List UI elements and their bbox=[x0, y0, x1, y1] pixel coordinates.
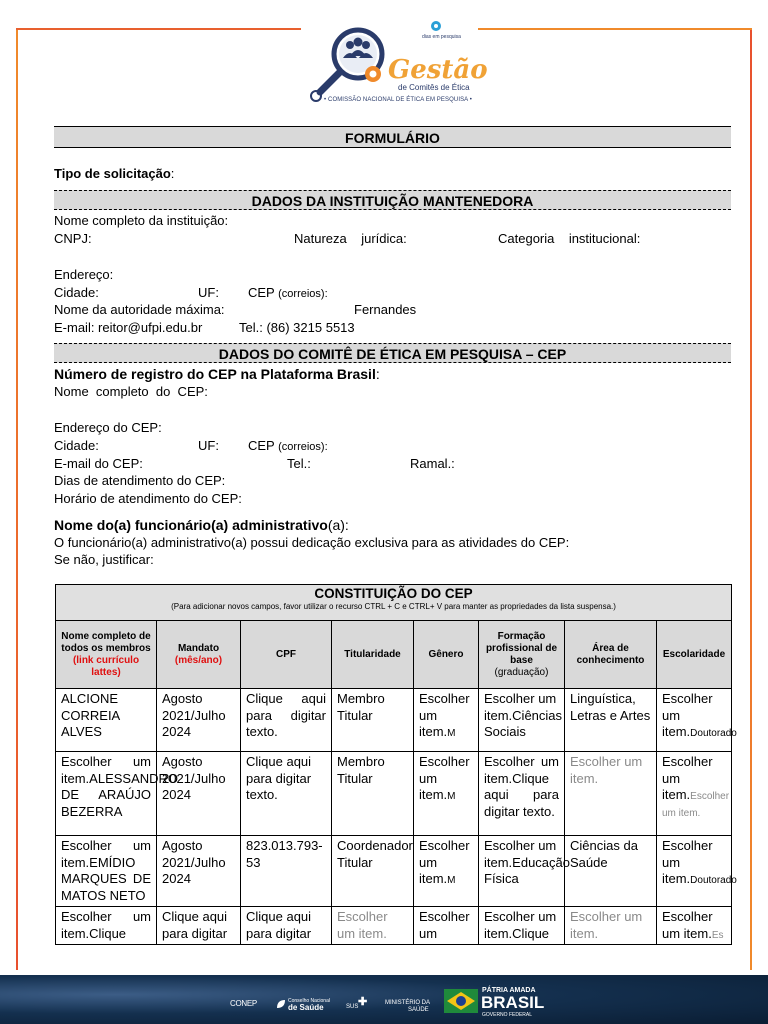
cep-phone-label[interactable]: Tel.: bbox=[287, 456, 311, 471]
cep-registry-label: Número de registro do CEP na Plataforma Brasil bbox=[54, 366, 376, 382]
gestao-logo-icon bbox=[300, 14, 488, 110]
frame-top-right bbox=[478, 28, 752, 30]
staff-name-suffix: (a): bbox=[327, 517, 349, 533]
header-schooling: Escolaridade bbox=[657, 621, 732, 689]
cep-email-label[interactable]: E-mail do CEP: bbox=[54, 456, 143, 471]
institution-section-title: DADOS DA INSTITUIÇÃO MANTENEDORA bbox=[54, 190, 731, 210]
header-term-note: (mês/ano) bbox=[174, 654, 223, 666]
cep-name-label[interactable]: Nome completo do CEP: bbox=[54, 384, 208, 399]
member-term-cell[interactable]: Clique aqui para digitar bbox=[157, 907, 241, 945]
member-cpf-cell[interactable]: Clique aqui para digitar bbox=[241, 907, 332, 945]
member-schooling-value: Escolher um item. bbox=[662, 838, 713, 886]
member-term-cell[interactable]: Agosto 2021/Julho 2024 bbox=[157, 689, 241, 752]
member-role-cell[interactable]: Escolher um item. bbox=[332, 907, 414, 945]
institution-phone: Tel.: (86) 3215 5513 bbox=[239, 320, 355, 335]
header-name-text: Nome completo de todos os membros bbox=[61, 630, 151, 654]
institution-email: E-mail: reitor@ufpi.edu.br bbox=[54, 320, 203, 335]
member-schooling-cell[interactable] bbox=[657, 689, 737, 752]
request-type-line bbox=[54, 166, 174, 182]
cnpj-label[interactable]: CNPJ: bbox=[54, 231, 92, 246]
institution-cep-line[interactable] bbox=[248, 285, 328, 302]
svg-text:Gestão: Gestão bbox=[388, 55, 488, 85]
header-education bbox=[479, 621, 565, 689]
member-cpf-cell[interactable]: 823.013.793-53 bbox=[241, 836, 332, 907]
member-area-cell[interactable]: Linguística, Letras e Artes bbox=[565, 689, 657, 752]
footer-gov-main: BRASIL bbox=[481, 993, 545, 1012]
member-education-cell[interactable]: Escolher um item.Clique bbox=[479, 907, 565, 945]
institution-name-label[interactable]: Nome completo da instituição: bbox=[54, 213, 229, 228]
header-area: Área de conhecimento bbox=[565, 621, 657, 689]
footer-gov-bottom: GOVERNO FEDERAL bbox=[482, 1012, 533, 1018]
staff-dedication-label[interactable]: O funcionário(a) administrativo(a) possui dedicação exclusiva para as atividades do CEP: bbox=[54, 535, 570, 550]
cep-registry-line[interactable] bbox=[54, 366, 380, 382]
members-table bbox=[55, 584, 737, 945]
footer-cns-top: Conselho Nacional bbox=[288, 998, 330, 1004]
header-cpf: CPF bbox=[241, 621, 332, 689]
member-gender-suffix: M bbox=[447, 791, 456, 802]
institution-cep-label: CEP bbox=[248, 285, 275, 300]
member-gender-suffix: M bbox=[447, 875, 456, 886]
staff-name-line[interactable] bbox=[54, 517, 349, 533]
header-name bbox=[56, 621, 157, 689]
member-name-cell[interactable]: ALCIONE CORREIA ALVES bbox=[56, 689, 157, 752]
request-type-colon: : bbox=[170, 166, 175, 181]
member-gender-value: Escolher um item. bbox=[419, 691, 470, 739]
member-schooling-cell[interactable] bbox=[657, 836, 737, 907]
footer-banner bbox=[0, 975, 768, 1024]
authority-label[interactable]: Nome da autoridade máxima: bbox=[54, 302, 225, 317]
members-table-header-row bbox=[56, 621, 732, 689]
frame-top-left bbox=[16, 28, 301, 30]
header-role: Titularidade bbox=[332, 621, 414, 689]
member-schooling-suffix: Doutorado bbox=[690, 875, 737, 886]
cep-hours-label[interactable]: Horário de atendimento do CEP: bbox=[54, 491, 242, 506]
request-type-label: Tipo de solicitação bbox=[54, 166, 171, 181]
member-term-cell[interactable]: Agosto 2021/Julho 2024 bbox=[157, 752, 241, 836]
member-schooling-suffix: Es bbox=[711, 929, 724, 941]
member-schooling-suffix: Escolher um item. bbox=[662, 791, 730, 819]
sus-cross-icon: ✚ bbox=[358, 996, 368, 1008]
brazil-flag-icon bbox=[444, 989, 478, 1013]
member-area-cell[interactable]: Escolher um item. bbox=[565, 752, 657, 836]
table-row bbox=[56, 836, 732, 907]
authority-value: Fernandes bbox=[354, 302, 417, 317]
footer-conep: CONEP bbox=[230, 999, 257, 1008]
table-row bbox=[56, 752, 732, 836]
member-schooling-cell[interactable] bbox=[657, 752, 732, 836]
member-term-cell[interactable]: Agosto 2021/Julho 2024 bbox=[157, 836, 241, 907]
institution-address-label[interactable]: Endereço: bbox=[54, 267, 114, 282]
header-term bbox=[157, 621, 241, 689]
member-gender-suffix: M bbox=[447, 728, 456, 739]
footer-gov-top: PÁTRIA AMADA bbox=[482, 987, 536, 994]
members-table-title: CONSTITUIÇÃO DO CEP bbox=[314, 586, 473, 601]
institution-city-label[interactable]: Cidade: bbox=[54, 285, 99, 300]
member-schooling-value: Escolher um item. bbox=[662, 691, 713, 739]
cep-section-title: DADOS DO COMITÊ DE ÉTICA EM PESQUISA – CEP bbox=[54, 343, 731, 363]
cep-days-label[interactable]: Dias de atendimento do CEP: bbox=[54, 473, 226, 488]
member-schooling-value: Escolher um item. bbox=[662, 754, 713, 802]
header-name-link[interactable]: (link currículo lattes) bbox=[72, 654, 140, 678]
form-title: FORMULÁRIO bbox=[54, 126, 731, 148]
svg-text:dias em pesquisa: dias em pesquisa bbox=[422, 34, 461, 40]
cep-registry-colon: : bbox=[375, 366, 380, 382]
members-table-caption bbox=[56, 585, 732, 621]
cns-leaf-icon bbox=[276, 999, 286, 1009]
cep-extension-label[interactable]: Ramal.: bbox=[410, 456, 455, 471]
svg-text:de Comitês de Ética: de Comitês de Ética bbox=[398, 83, 470, 92]
cep-city-label[interactable]: Cidade: bbox=[54, 438, 99, 453]
institution-cep-note: (correios): bbox=[278, 288, 328, 300]
member-schooling-value: Escolher um item. bbox=[662, 909, 713, 941]
table-row bbox=[56, 907, 732, 945]
member-education-cell[interactable]: Escolher um item.Clique aqui para digitar texto. bbox=[479, 752, 565, 836]
footer-ministry-top: MINISTÉRIO DA bbox=[385, 1000, 431, 1006]
member-role-cell[interactable]: Membro Titular bbox=[332, 752, 414, 836]
legal-nature-label[interactable]: Natureza jurídica: bbox=[294, 231, 407, 246]
member-education-cell[interactable]: Escolher um item.Educação Física bbox=[479, 836, 565, 907]
cep-cep-label: CEP bbox=[248, 438, 275, 453]
cep-address-label[interactable]: Endereço do CEP: bbox=[54, 420, 162, 435]
cep-cep-note: (correios): bbox=[278, 441, 328, 453]
table-row bbox=[56, 689, 732, 752]
logo-tagline: • COMISSÃO NACIONAL DE ÉTICA EM PESQUISA • bbox=[324, 97, 472, 103]
member-cpf-cell[interactable]: Clique aqui para digitar texto. bbox=[241, 689, 332, 752]
category-label[interactable]: Categoria institucional: bbox=[498, 231, 641, 246]
member-name-cell[interactable]: Escolher um item.EMÍDIO MARQUES DE MATOS NETO bbox=[56, 836, 157, 907]
member-gender-cell[interactable] bbox=[414, 689, 479, 752]
member-education-cell[interactable]: Escolher um item.Ciências Sociais bbox=[479, 689, 565, 752]
staff-name-label: Nome do(a) funcionário(a) administrativo bbox=[54, 517, 328, 533]
member-role-cell[interactable]: Membro Titular bbox=[332, 689, 414, 752]
footer-cns-bottom: de Saúde bbox=[288, 1003, 324, 1012]
header-gender: Gênero bbox=[414, 621, 479, 689]
member-gender-cell[interactable] bbox=[414, 907, 479, 945]
members-table-subtitle: (Para adicionar novos campos, favor utilizar o recurso CTRL + C e CTRL+ V para manter as propriedades da lista suspensa.) bbox=[171, 602, 616, 611]
frame-right bbox=[750, 30, 752, 970]
member-cpf-cell[interactable]: Clique aqui para digitar texto. bbox=[241, 752, 332, 836]
member-area-cell[interactable]: Escolher um item. bbox=[565, 907, 657, 945]
member-gender-value: Escolher um item. bbox=[419, 754, 470, 802]
member-role-cell[interactable]: Coordenador Titular bbox=[332, 836, 414, 907]
staff-justify-label[interactable]: Se não, justificar: bbox=[54, 552, 154, 567]
cep-uf-label[interactable]: UF: bbox=[198, 438, 219, 453]
member-schooling-suffix: Doutorado bbox=[690, 728, 737, 739]
member-gender-cell[interactable] bbox=[414, 836, 479, 907]
footer-ministry-bottom: SAÚDE bbox=[408, 1007, 429, 1013]
header-education-note: (graduação) bbox=[494, 666, 549, 678]
cep-cep-line[interactable] bbox=[248, 438, 328, 455]
header-term-text: Mandato bbox=[177, 642, 220, 654]
member-name-cell[interactable]: Escolher um item.Clique bbox=[56, 907, 157, 945]
member-gender-cell[interactable] bbox=[414, 752, 479, 836]
member-schooling-cell[interactable] bbox=[657, 907, 732, 945]
frame-left bbox=[16, 30, 18, 970]
footer-sus: SUS bbox=[346, 1004, 359, 1010]
member-gender-value: Escolher um item. bbox=[419, 838, 470, 886]
institution-uf-label[interactable]: UF: bbox=[198, 285, 219, 300]
member-name-cell[interactable]: Escolher um item.ALESSANDRO DE ARAÚJO BEZERRA bbox=[56, 752, 157, 836]
member-area-cell[interactable]: Ciências da Saúde bbox=[565, 836, 657, 907]
header-education-text: Formação profissional de base bbox=[485, 630, 558, 666]
member-gender-value: Escolher um bbox=[419, 909, 470, 941]
